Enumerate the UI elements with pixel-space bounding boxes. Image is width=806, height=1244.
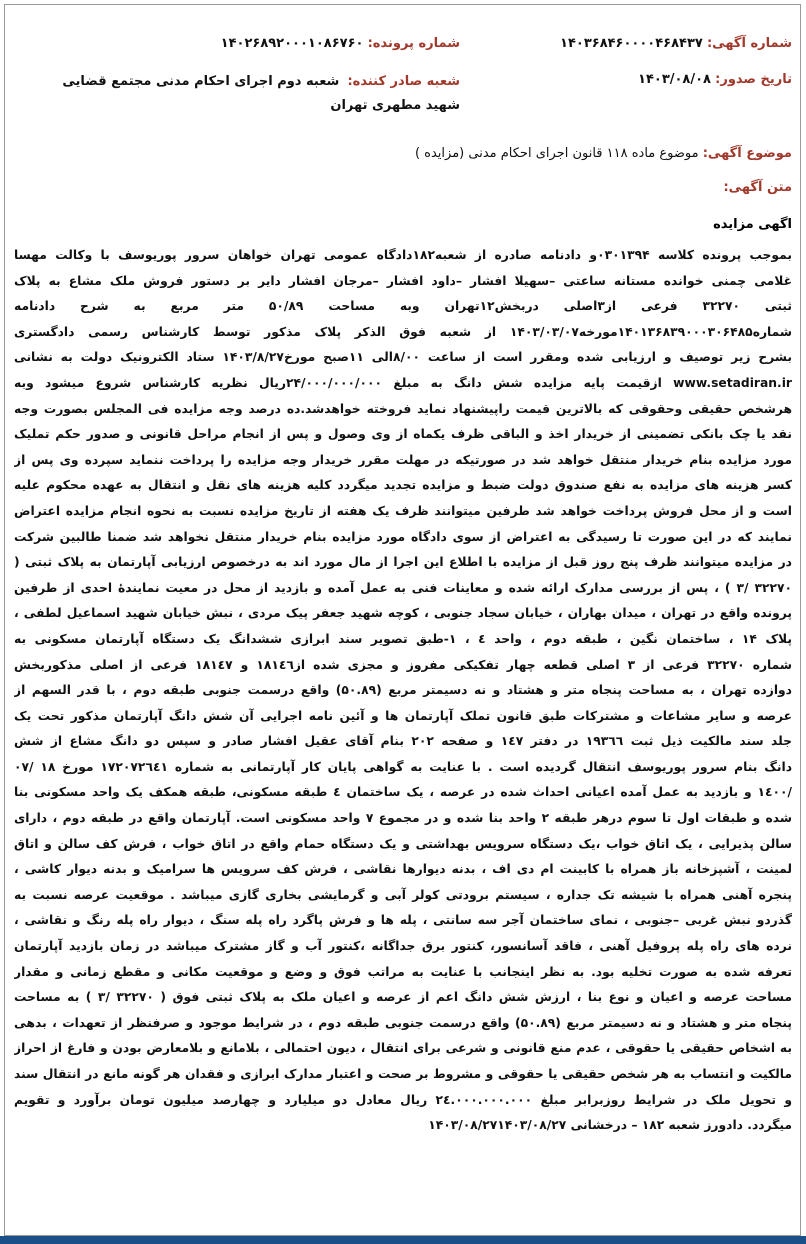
notice-body-line: بشرح زیر توصیف و ارزیابی شده ومقرر است از ساعت ۸/۰۰الی ۱۱صبح مورخ۱۴۰۳/۸/۲۷ ستاد الکترونیک دولت به نشانی [14,350,792,365]
notice-body-line: کسر هزینه های مزایده به نفع صندوق دولت ضبط و مزایده تجدید میگردد کلیه هزینه های نقل و انتقال به عهده محکوم علیه [14,478,792,493]
case-number-value: ۱۴۰۲۶۸۹۲۰۰۰۱۰۸۶۷۶۰ [220,36,364,51]
notice-body-line: جلد سند مالکیت ذیل ثبت ۱۹۳٦٦ در دفتر ۱٤۷ و صفحه ۲۰۲ بنام آقای عقیل افشار صادر و سپس دو دانگ مشاع از شش [14,734,792,749]
notice-body-line: لمینت ، آشپزخانه باز همراه با کابینت ام دی اف ، بدنه دیوارها نقاشی ، فرش کف سرویس ها سرامیک و بدنه دیوار کاشی ، [14,862,792,877]
notice-body-line: مالکیت و انتساب به هر شخص حقیقی یا حقوقی و مشروط بر صحت و اعتبار مدارک ابرازی و فقدان هر گونه مانع در انتقال سند [14,1067,792,1081]
notice-body-line: در مزایده میتوانند ظرف پنج روز قبل از مزایده با اطلاع این اجرا از مال مورد اند به درخصوص ارزیابی آپارتمان به پلاک ثبتی ( [14,555,792,570]
notice-body-line: و تحویل ملک در شرایط روزبرابر مبلغ ۲٤.۰۰۰.۰۰۰.۰۰۰ ریال معادل دو میلیارد و چهارصد میلیون تومان برآورد و تقویم [14,1092,792,1107]
notice-body-line: تعرفه شده به صورت تخلیه بود. به نظر اینجانب با عنایت به مراتب فوق و وضع و موقعیت مکانی و مقطع زمانی و مقدار [14,964,792,979]
notice-body-line: نقد یا چک بانکی تضمینی از خریدار اخذ و الباقی ظرف یکماه از وی وصول و پس از انجام مراحل قانونی و صدور حکم تملیک [14,427,792,442]
notice-text-label-text: متن آگهی: [723,180,792,195]
bottom-bar [0,1236,806,1244]
notice-body-line: مساحت عرصه و اعیان و نوع بنا ، ارزش شش دانگ اعم از عرصه و اعیان ملک به پلاک ثبتی فوق ( ۳۲۲۷۰ /۳ ) به مساحت [14,990,792,1005]
notice-body-line: دوازده تهران ، به مساحت پنجاه متر و هشتاد و نه دسیمتر مربع (۵۰.۸۹) واقع درسمت جنوبی طبقه دوم ، با قدر السهم از [14,683,792,698]
notice-number-label: شماره آگهی: [706,36,792,51]
notice-body-line: پنجاه متر و هشتاد و نه دسیمتر مربع (۵۰.۸۹) واقع درسمت جنوبی طبقه دوم ، در شرایط موجود و صرفنظر از تعهدات ، بدهی [14,1015,792,1030]
notice-body-line: است و از محل فروش پرداخت خواهد شد طرفین میتوانند ظرف یک هفته از تاریخ مزایده نسبت به نحوه انجام مزایده اعتراض [14,503,792,518]
notice-body-line: نرده های راه پله پروفیل آهنی ، فاقد آسانسور، کنتور برق جداگانه ،کنتور آب و گاز مشترک میباشد در زمان بازدید آپارتمان [14,939,792,954]
notice-heading: اگهی مزایده [713,217,792,232]
issuing-branch-label: شعبه صادر کننده: [347,74,460,89]
notice-number [560,36,792,51]
notice-body-line: بموجب پرونده کلاسه ۰۳۰۱۳۹۴و دادنامه صادره از شعبه۱۸۲دادگاه عمومی تهران خواهان سرور پوریوسف با وکالت مهسا [14,248,792,262]
issue-date-label: تاریخ صدور: [715,72,792,87]
notice-text-label [723,180,792,195]
notice-body-line: /۱٤۰۰ و بازدید به عمل آمده اعیانی احداث شده در عرصه ، یک ساختمان ٤ طبقه مسکونی، طبقه همکف یک واحد مسکونی بنا [14,785,792,800]
notice-body-line: عرصه و سایر مشاعات و مشترکات طبق قانون تملک آپارتمان ها و آئین نامه اجرایی آن شش دانگ آپارتمان مذکور تحت یک [14,708,792,723]
notice-body-line: www.setadiran.ir ازقیمت پایه مزایده شش دانگ به مبلغ ۲۴/۰۰۰/۰۰۰/۰۰۰ریال نظریه کارشناس شروع میشود وبه [14,375,792,390]
notice-body-line: پنجره آهنی همراه با شیشه تک جداره ، سیستم برودتی کولر آبی و گرمایشی بخاری گازی میباشد . موقعیت عرصه نسبت به [14,887,792,902]
case-number-label: شماره پرونده: [367,36,460,51]
notice-body-line: مورد مزایده بنام خریدار منتقل خواهد شد در صورتیکه در مهلت مقرر خریدار وجه مزایده را پرداخت ننماید سپرده وی پس از [14,452,792,467]
notice-body-line: ثبتی ۳۲۲۷۰ فرعی از۳اصلی دربخش۱۲تهران وبه مساحت ۵۰/۸۹ متر مربع به شرح دادنامه [14,299,792,314]
notice-topic [415,146,792,161]
notice-body-line: شده و طبقات اول تا سوم درهر طبقه ۲ واحد بنا شده و در مجموع ۷ واحد مسکونی است. آپارتمان واقع در طبقه دوم ، دارای [14,811,792,826]
case-number [221,36,460,51]
notice-topic-label: موضوع آگهی: [702,146,792,161]
notice-number-value: ۱۴۰۳۶۸۴۶۰۰۰۰۴۶۸۴۳۷ [560,36,703,51]
issuing-branch-value: شعبه دوم اجرای احکام مدنی مجتمع قضایی شهید مطهری تهران [62,74,460,113]
notice-body-line: شماره۱۴۰۱۳۶۸۳۹۰۰۰۳۰۶۴۸۵مورخه۱۴۰۳/۰۳/۰۷ از شعبه فوق الذکر پلاک مذکور توسط کارشناس رسمی دادگستری [14,324,792,339]
notice-body-line: سالن پذیرایی ، یک اتاق خواب ،یک دستگاه سرویس بهداشتی و یک دستگاه حمام واقع در اتاق خواب ، فرش کف سالن و اتاق [14,836,792,851]
notice-body-line: پرونده واقع در تهران ، میدان بهاران ، خیابان سجاد جنوبی ، کوچه شهید جعفر پیک مردی ، نبش خیابان شهید اسماعیل لطفی ، [14,606,792,621]
notice-body-line: به اشخاص حقیقی یا حقوقی ، عدم منع قانونی و شرعی برای انتقال ، دیون احتمالی ، بلامانع و بلامعارض بودن و فارغ از احراز [14,1041,792,1056]
notice-body-line: پلاک ۱۴ ، ساختمان نگین ، طبقه دوم ، واحد ٤ ، ۱-طبق تصویر سند ابرازی ششدانگ یک دستگاه آپارتمان مسکونی به [14,631,792,646]
issue-date-value: ۱۴۰۳/۰۸/۰۸ [638,72,711,87]
notice-body-line: دانگ بنام سرور پوریوسف انتقال گردیده است . با عنایت به گواهی پایان کار آپارتمانی به شماره ۱۷۲۰۷۲٦٤۱ مورخ ۱۸ /۰۷ [14,759,792,774]
notice-body-line: میگردد. دادورز شعبه ۱۸۲ – درخشانی ۱۴۰۳/۰۸/۲۷۱۴۰۳/۰۸/۲۷ [428,1118,792,1133]
notice-body-line: غلامی چمنی خوانده مستانه ساعتی –سهیلا افشار –داود افشار –مرجان افشار دایر بر دستور فروش ملک مشاع به پلاک [14,273,792,288]
notice-body-line: هرشخص حقیقی وحقوقی که بالاترین قیمت راپیشنهاد نماید فروخته خواهدشد.ده درصد وجه مزایده فی المجلس بصورت وجه [14,401,792,416]
notice-topic-value: موضوع ماده ۱۱۸ قانون اجرای احکام مدنی (مزایده ) [414,146,699,161]
notice-body-line: نمایند که در این صورت تا رسیدگی به اعتراض از سوی دادگاه مورد مزایده بنام خریدار منتقل نخواهد شد ضمنا طالبین شرکت [14,529,792,544]
issue-date [638,72,792,87]
notice-body-line: شماره ۳۲۲۷۰ فرعی از ۳ اصلی قطعه چهار تفکیکی مفروز و مجزی شده از۱۸۱٤٦ و ۱۸۱٤۷ فرعی از اصلی مذکوربخش [14,657,792,672]
notice-body [14,243,792,1139]
notice-body-line: گذردو نبش غربی –جنوبی ، نمای ساختمان آجر سه سانتی ، پله ها و فرش پاگرد راه پله سنگ ، دیوار راه پله رنگ و نقاشی ، [14,913,792,928]
notice-body-line: ۳۲۲۷۰ /۳ ) ، پس از بررسی مدارک ارائه شده و معاینات فنی به عمل آمده و بازدید از محل در معیت نمایندۀ احدی از طرفین [14,580,792,595]
issuing-branch [40,70,460,118]
